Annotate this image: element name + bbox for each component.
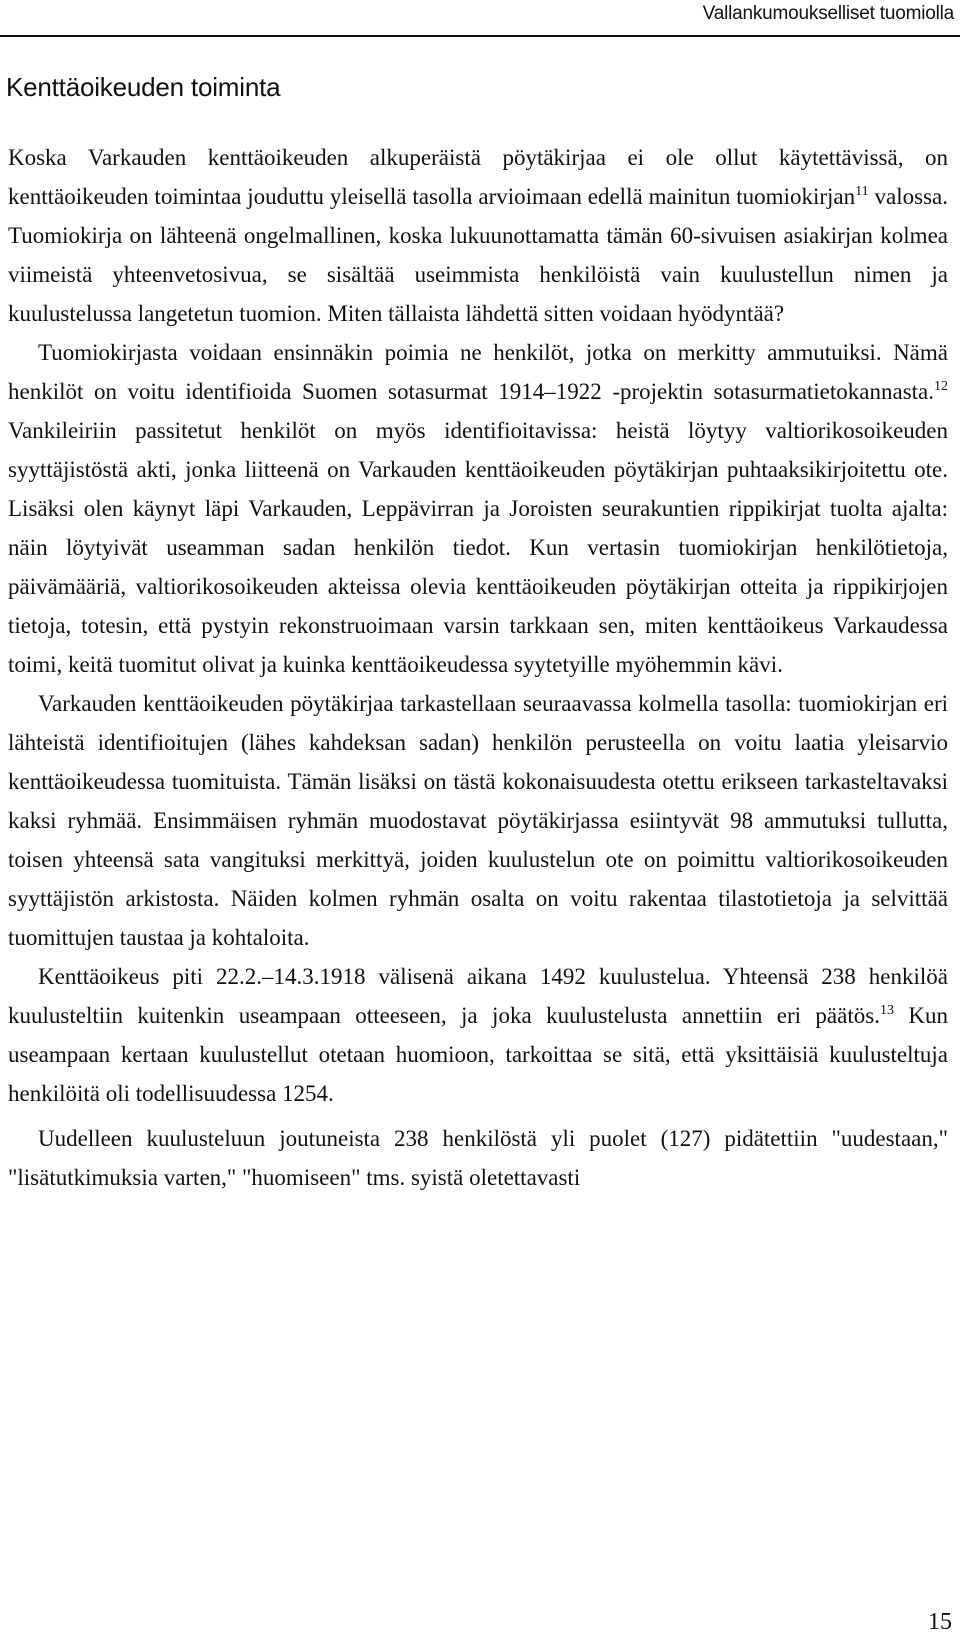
section-title: Kenttäoikeuden toiminta bbox=[6, 72, 281, 102]
footnote-ref-11: 11 bbox=[855, 184, 869, 199]
paragraph-5: Uudelleen kuulusteluun joutuneista 238 henkilöstä yli puolet (127) pidätettiin "uudestaan," "lisätutkimuksia varten," "huomiseen" tms. syistä oletettavasti bbox=[8, 1126, 948, 1190]
paragraph-3: Varkauden kenttäoikeuden pöytäkirjaa tarkastellaan seuraavassa kolmella tasolla: tuomiokirjan eri lähteistä identifioitujen (lähes kahdeksan sadan) henkilön perusteella on voitu laatia yleisarvio kenttäoikeudessa tuomituista. Tämän lisäksi on tästä kokonaisuudesta otettu erikseen tarkasteltavaksi kaksi ryhmää. Ensimmäisen ryhmän muodostavat pöytäkirjassa esiintyvät 98 ammutuksi tullutta, toisen yhteensä sata vangituksi merkittyä, joiden kuulustelun ote on poimittu valtiorikosoikeuden syyttäjistön arkistosta. Näiden kolmen ryhmän osalta on voitu rakentaa tilastotietoja ja selvittää tuomittujen taustaa ja kohtaloita. bbox=[8, 691, 948, 950]
paragraph-1 bbox=[8, 138, 948, 333]
paragraph-1-part-b: valossa. Tuomiokirja on lähteenä ongelmallinen, koska lukuunottamatta tämän 60-sivuisen asiakirjan kolmea viimeistä yhteenvetosivua, se sisältää useimmista henkilöistä vain kuulustellun nimen ja kuulustelussa langetetun tuomion. Miten tällaista lähdettä sitten voidaan hyödyntää? bbox=[8, 184, 948, 326]
paragraph-2-part-a: Tuomiokirjasta voidaan ensinnäkin poimia ne henkilöt, jotka on merkitty ammutuiksi. Nämä henkilöt on voitu identifioida Suomen sotasurmat 1914–1922 -projektin sotasurmatietokannasta. bbox=[8, 340, 948, 404]
body-text bbox=[8, 138, 948, 1197]
paragraph-4-part-a: Kenttäoikeus piti 22.2.–14.3.1918 välisenä aikana 1492 kuulustelua. Yhteensä 238 henkilöä kuulusteltiin kuitenkin useampaan otteeseen, ja joka kuulustelusta annettiin eri päätös. bbox=[8, 964, 948, 1028]
paragraph-2 bbox=[8, 333, 948, 684]
paragraph-4-part-b: Kun useampaan kertaan kuulustellut otetaan huomioon, tarkoittaa se sitä, että yksittäisiä kuulusteltuja henkilöitä oli todellisuudessa 1254. bbox=[8, 1003, 948, 1106]
paragraph-1-part-a: Koska Varkauden kenttäoikeuden alkuperäistä pöytäkirjaa ei ole ollut käytettävissä, on kenttäoikeuden toimintaa jouduttu yleisellä tasolla arvioimaan edellä mainitun tuomiokirjan bbox=[8, 145, 948, 209]
paragraph-2-part-b: Vankileiriin passitetut henkilöt on myös identifioitavissa: heistä löytyy valtiorikosoikeuden syyttäjistöstä akti, jonka liitteenä on Varkauden kenttäoikeuden pöytäkirjan puhtaaksikirjoitettu ote. Lisäksi olen käynyt läpi Varkauden, Leppävirran ja Joroisten seurakuntien rippikirjat tuolta ajalta: näin löytyivät useamman sadan henkilön tiedot. Kun vertasin tuomiokirjan henkilötietoja, päivämääriä, valtiorikosoikeuden akteissa olevia kenttäoikeuden pöytäkirjan otteita ja rippikirjojen tietoja, totesin, että pystyin rekonstruoimaan varsin tarkkaan sen, miten kenttäoikeus Varkaudessa toimi, keitä tuomitut olivat ja kuinka kenttäoikeudessa syytetyille myöhemmin kävi. bbox=[8, 418, 948, 677]
page-number: 15 bbox=[928, 1609, 952, 1635]
footnote-ref-13: 13 bbox=[879, 1003, 894, 1018]
footnote-ref-12: 12 bbox=[934, 379, 948, 394]
header-rule bbox=[0, 35, 960, 37]
running-head: Vallankumoukselliset tuomiolla bbox=[702, 3, 954, 24]
paragraph-4 bbox=[8, 957, 948, 1113]
